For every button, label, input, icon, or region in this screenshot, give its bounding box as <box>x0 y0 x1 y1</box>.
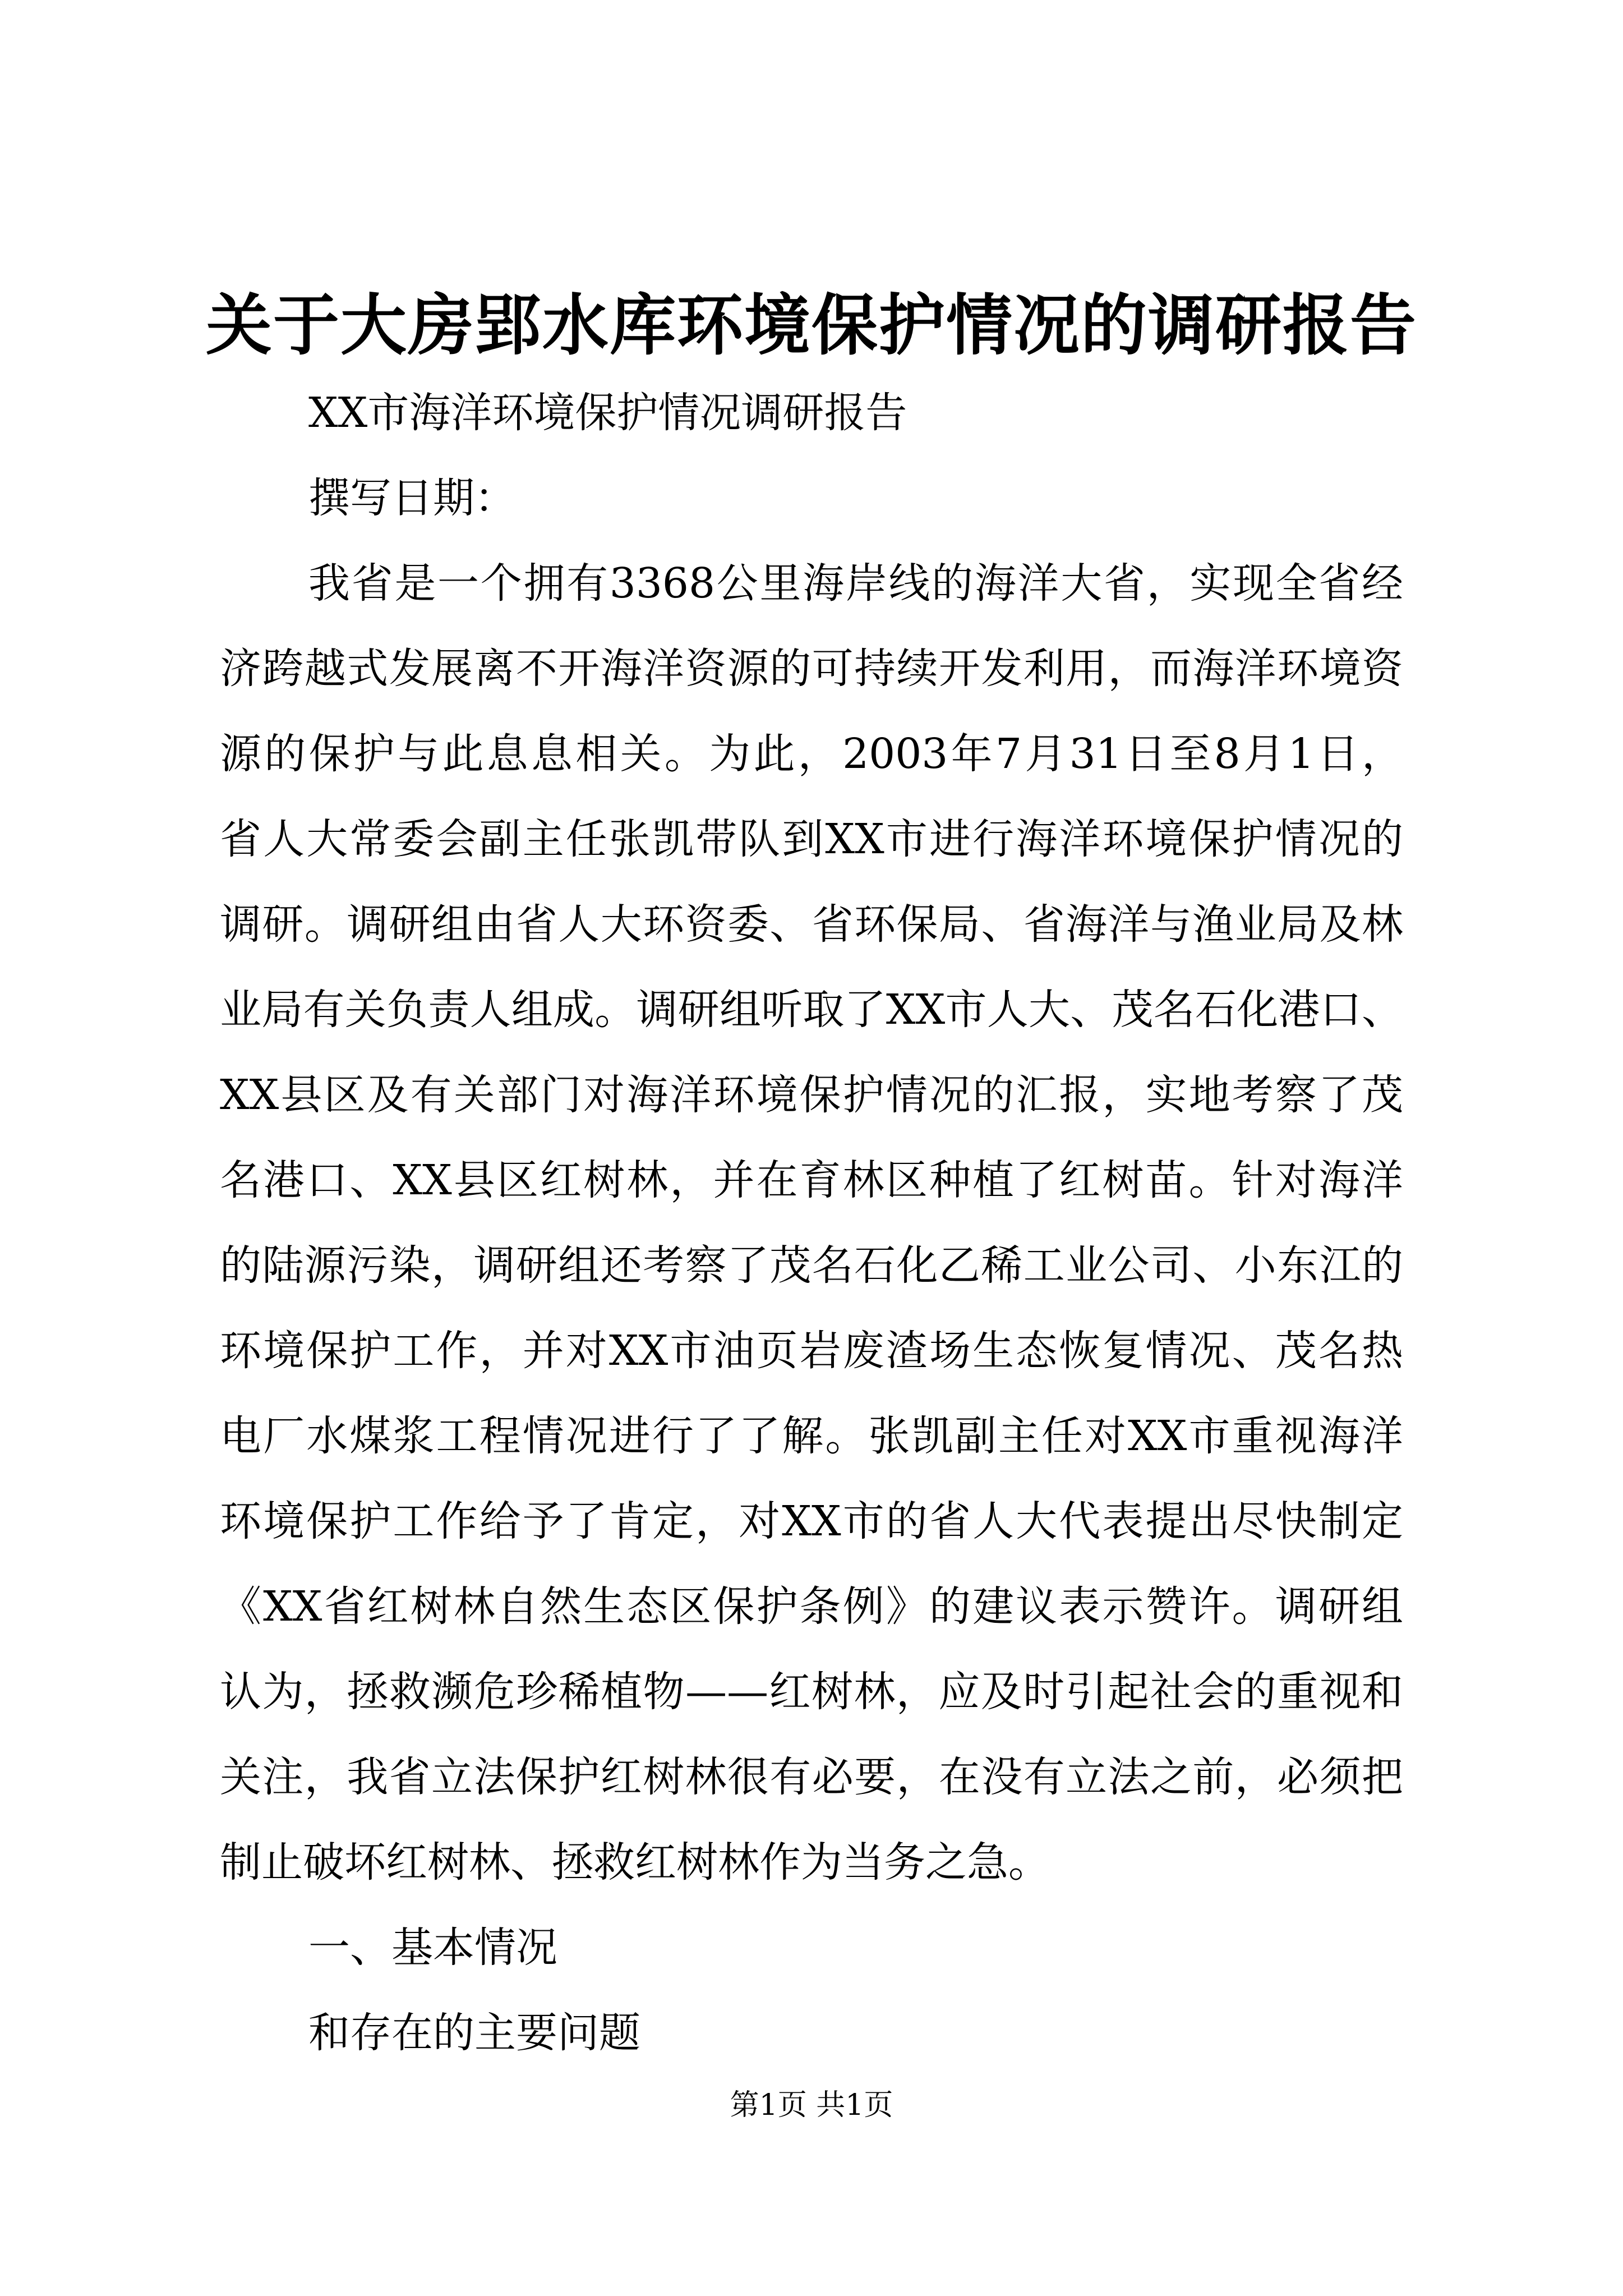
paragraph-line: 电厂水煤浆工程情况进行了了解。张凯副主任对XX市重视海洋 <box>220 1412 1403 1460</box>
paragraph-line: 名港口、XX县区红树林，并在育林区种植了红树苗。针对海洋 <box>220 1156 1403 1204</box>
paragraph-line: 环境保护工作给予了肯定，对XX市的省人大代表提出尽快制定 <box>220 1497 1403 1545</box>
subtitle-line: XX市海洋环境保护情况调研报告 <box>308 389 907 437</box>
paragraph-line: 的陆源污染，调研组还考察了茂名石化乙稀工业公司、小东江的 <box>220 1241 1403 1290</box>
paragraph-line: 源的保护与此息息相关。为此，2003年7月31日至8月1日， <box>220 730 1403 778</box>
paragraph-line: 调研。调研组由省人大环资委、省环保局、省海洋与渔业局及林 <box>220 900 1403 949</box>
section-heading-continued: 和存在的主要问题 <box>308 2009 640 2057</box>
paragraph-line: 省人大常委会副主任张凯带队到XX市进行海洋环境保护情况的 <box>220 815 1403 863</box>
paragraph-line: 制止破坏红树林、拯救红树林作为当务之急。 <box>220 1838 1050 1887</box>
paragraph-line: 环境保护工作，并对XX市油页岩废渣场生态恢复情况、茂名热 <box>220 1327 1403 1375</box>
paragraph-line: 《XX省红树林自然生态区保护条例》的建议表示赞许。调研组 <box>220 1582 1403 1631</box>
document-title: 关于大房郢水库环境保护情况的调研报告 <box>205 286 1417 364</box>
page-number-footer: 第1页 共1页 <box>730 2088 893 2122</box>
paragraph-line: 关注，我省立法保护红树林很有必要，在没有立法之前，必须把 <box>220 1753 1403 1801</box>
paragraph-line: 我省是一个拥有3368公里海岸线的海洋大省，实现全省经 <box>308 559 1403 608</box>
paragraph-line: 认为，拯救濒危珍稀植物——红树林，应及时引起社会的重视和 <box>220 1668 1403 1716</box>
section-heading: 一、基本情况 <box>308 1924 557 1972</box>
paragraph-line: XX县区及有关部门对海洋环境保护情况的汇报，实地考察了茂 <box>220 1071 1403 1119</box>
paragraph-line: 业局有关负责人组成。调研组听取了XX市人大、茂名石化港口、 <box>220 986 1403 1034</box>
date-line: 撰写日期： <box>308 474 516 522</box>
paragraph-line: 济跨越式发展离不开海洋资源的可持续开发利用，而海洋环境资 <box>220 645 1403 693</box>
